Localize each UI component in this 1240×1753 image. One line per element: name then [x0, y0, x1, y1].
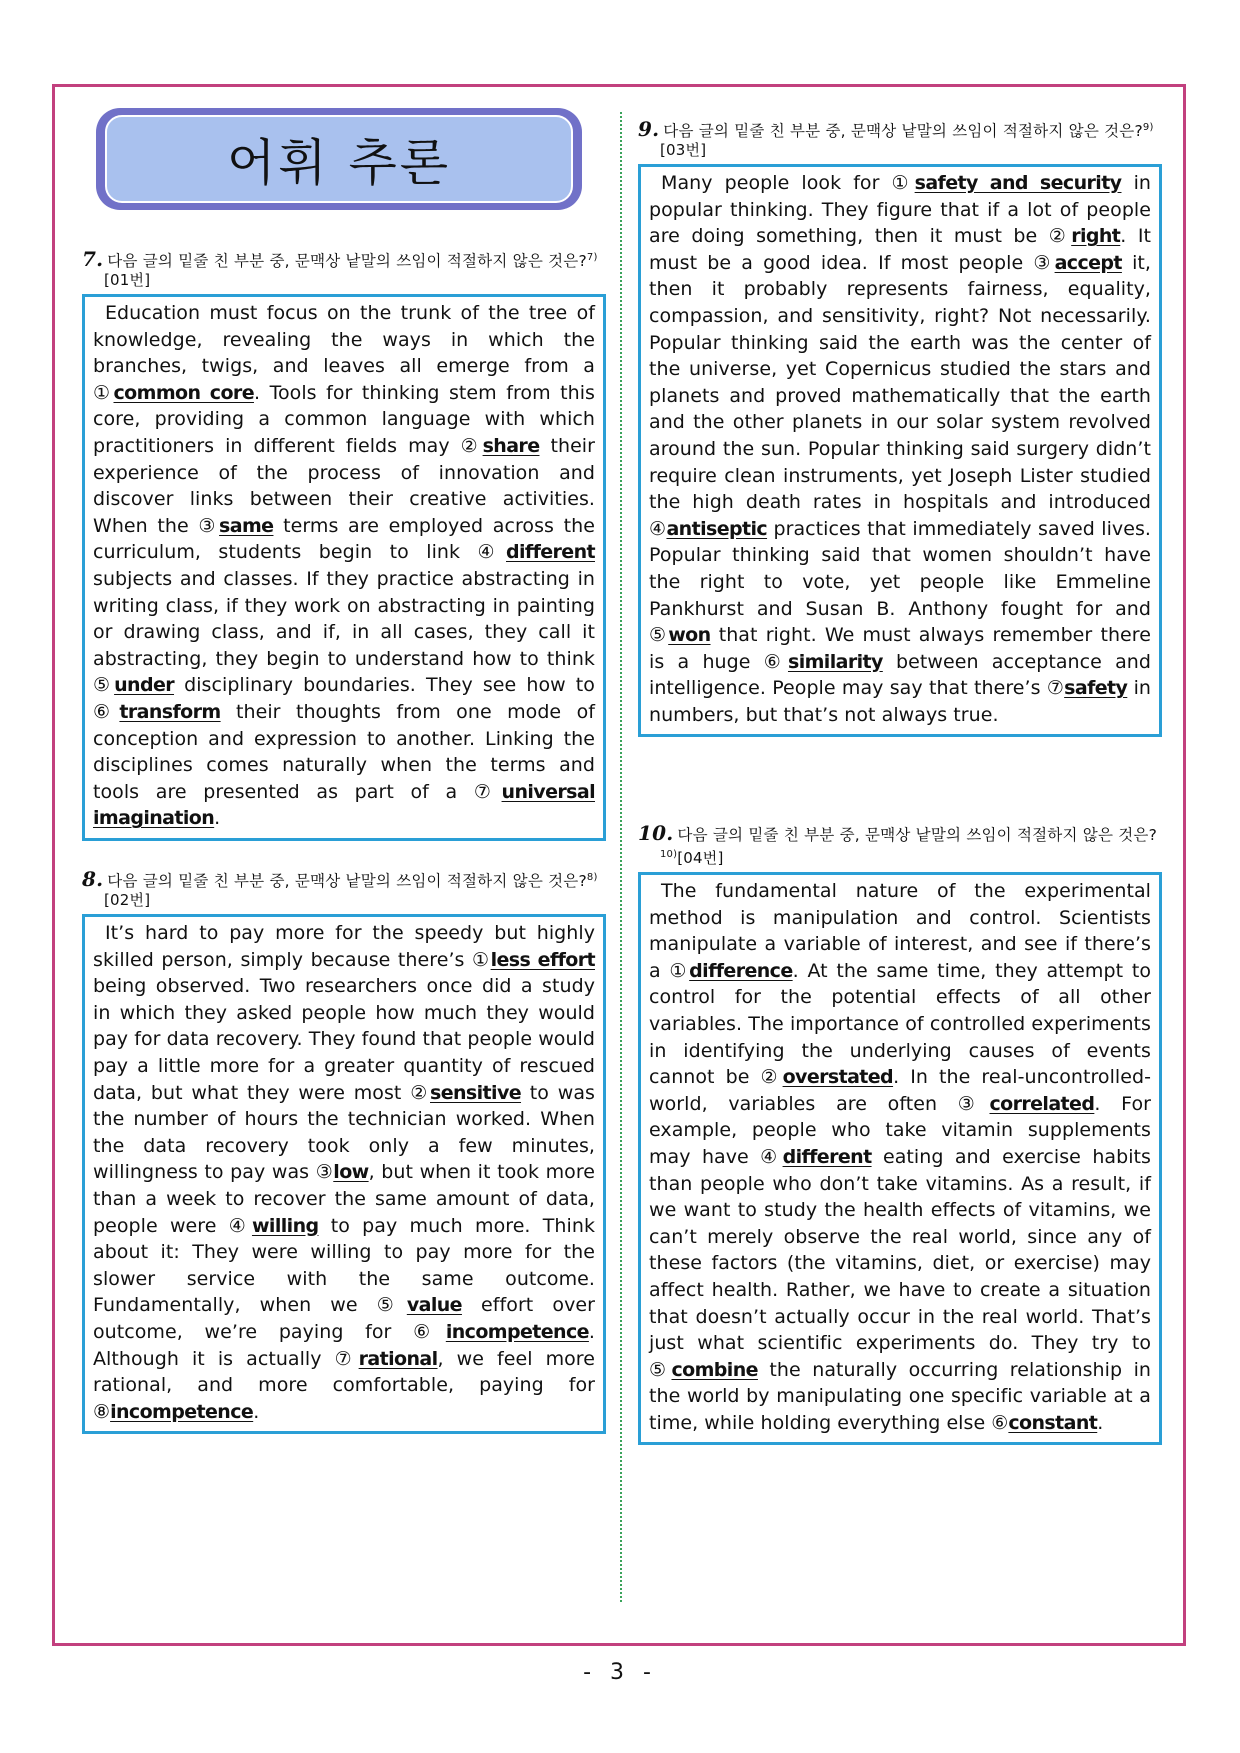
underlined-word: rational [358, 1347, 438, 1370]
passage-segment: in numbers, but that’s not always true. [649, 677, 1152, 726]
underlined-word: share [482, 434, 540, 457]
passage-segment: , but when it took more than a week to recover the same amount of data, people were ④ [93, 1161, 596, 1237]
passage-segment: , we feel more rational, and more comfortable, paying for ⑧ [93, 1347, 595, 1423]
passage-segment: the naturally occurring relationship in the world by manipulating one specific variable at a time, while holding everything else ⑥ [649, 1358, 1151, 1434]
passage-segment: eating and exercise habits than people who don’t take vitamins. As a result, if we want to study the health effects of vitamins, we can’t merely observe the real world, since any of these factors (the vitamins, diet, or exercise) may affect health. Rather, we have to create a situation that doesn’t actually occur in the real world. That’s just what scientific experiments do. They try to ⑤ [649, 1145, 1151, 1381]
question-7 [82, 248, 606, 841]
passage-text [649, 170, 1151, 728]
question-prompt: 다음 글의 밑줄 친 부분 중, 문맥상 낱말의 쓰임이 적절하지 않은 것은? [107, 872, 587, 890]
passage-segment: effort over outcome, we’re paying for ⑥ [93, 1294, 595, 1343]
underlined-word: less effort [490, 948, 595, 971]
question-footnote: 7) [586, 252, 598, 263]
passage-segment: their experience of the process of innovation and discover links between their creative activities. When the ③ [93, 434, 595, 537]
question-source: [03번] [660, 141, 707, 159]
question-header [82, 248, 606, 290]
question-source: [04번] [677, 849, 724, 867]
question-source: [01번] [104, 271, 151, 289]
question-header [638, 821, 1162, 868]
passage-segment: . In the real-uncontrolled-world, variables are often ③ [649, 1066, 1151, 1115]
underlined-word: transform [119, 700, 221, 723]
section-title: 어휘 추론 [226, 134, 452, 192]
passage-segment: Education must focus on the trunk of the tree of knowledge, revealing the ways in which the branches, twigs, and leaves all emerge from a ① [93, 302, 595, 404]
question-prompt: 다음 글의 밑줄 친 부분 중, 문맥상 낱말의 쓰임이 적절하지 않은 것은? [677, 826, 1158, 844]
question-prompt: 다음 글의 밑줄 친 부분 중, 문맥상 낱말의 쓰임이 적절하지 않은 것은? [663, 122, 1143, 140]
question-header [82, 868, 606, 910]
underlined-word: accept [1054, 251, 1122, 274]
passage-segment: It’s hard to pay more for the speedy but highly skilled person, simply because there’s ① [93, 922, 595, 971]
passage-segment: Many people look for ① [661, 172, 915, 194]
passage-segment: it, then it probably represents fairness, equality, compassion, and sensitivity, right? Not necessarily. Popular thinking said the earth was the center of the universe, yet Copernicus studied the stars and planets and proved mathematically that the earth and the other planets in our solar system revolved around the sun. Popular thinking said surgery didn’t require clean instruments, yet Joseph Lister studied the high death rates in hospitals and introduced ④ [649, 251, 1152, 540]
question-source: [02번] [104, 891, 151, 909]
underlined-word: same [219, 514, 274, 537]
underlined-word: correlated [989, 1092, 1095, 1115]
passage-text [93, 300, 595, 832]
passage-box [82, 914, 606, 1434]
page-number: - 3 - [583, 1660, 657, 1685]
passage-text [649, 878, 1151, 1436]
question-number: 8. [82, 867, 104, 891]
passage-segment: to was the number of hours the technician worked. When the data recovery took only a few minutes, willingness to pay was ③ [93, 1081, 595, 1184]
passage-segment: practices that immediately saved lives. Popular thinking said that women shouldn’t have the right to vote, yet people like Emmeline Pankhurst and Susan B. Anthony fought for and ⑤ [649, 517, 1151, 647]
underlined-word: low [333, 1161, 369, 1184]
passage-segment: . [1097, 1411, 1104, 1434]
question-footnote: 9) [1142, 122, 1154, 133]
underlined-word: sensitive [430, 1081, 522, 1104]
underlined-word: incompetence [110, 1400, 254, 1423]
passage-text [93, 920, 595, 1425]
passage-segment: terms are employed across the curriculum, students begin to link ④ [93, 514, 595, 564]
underlined-word: antiseptic [666, 517, 768, 540]
underlined-word: under [114, 674, 175, 697]
underlined-word: incompetence [445, 1320, 589, 1343]
passage-segment: being observed. Two researchers once did a study in which they asked people how much they would pay for data recovery. They found that people would pay a little more for a greater quantity of rescued data, but what they were most ② [93, 975, 595, 1104]
underlined-word: willing [251, 1214, 319, 1237]
question-number: 10. [638, 821, 674, 845]
passage-segment: their thoughts from one mode of conception and expression to another. Linking the disciplines comes naturally when the terms and tools are presented as part of a ⑦ [93, 700, 595, 803]
column-divider [620, 112, 622, 1602]
passage-segment: . [253, 1400, 260, 1423]
underlined-word: safety and security [914, 172, 1122, 194]
underlined-word: won [668, 624, 711, 647]
question-number: 7. [82, 247, 104, 271]
passage-segment: in popular thinking. They figure that if a lot of people are doing something, then it must be ② [649, 172, 1151, 248]
passage-segment: . For example, people who take vitamin supplements may have ④ [649, 1092, 1151, 1168]
passage-segment: . Although it is actually ⑦ [93, 1320, 595, 1370]
passage-segment: The fundamental nature of the experimental method is manipulation and control. Scientists manipulate a variable of interest, and see if there’s a ① [649, 880, 1151, 982]
passage-segment: . Tools for thinking stem from this core, providing a common language with which practitioners in different fields may ② [93, 381, 595, 457]
passage-segment: that right. We must always remember there is a huge ⑥ [649, 624, 1151, 673]
underlined-word: safety [1064, 677, 1128, 700]
underlined-word: right [1071, 225, 1121, 248]
underlined-word: constant [1008, 1411, 1098, 1434]
question-10 [638, 821, 1162, 1445]
passage-segment: . At the same time, they attempt to control for the potential effects of all other variables. The importance of controlled experiments in identifying the underlying causes of events cannot be ② [649, 959, 1151, 1089]
underlined-word: similarity [787, 650, 883, 673]
underlined-word: different [782, 1145, 872, 1168]
question-9 [638, 118, 1162, 737]
section-title-inner [105, 115, 573, 203]
passage-segment: between acceptance and intelligence. People may say that there’s ⑦ [649, 650, 1152, 700]
question-header [638, 118, 1162, 160]
passage-segment: . [214, 807, 221, 830]
passage-box [82, 294, 606, 841]
underlined-word: common core [113, 381, 254, 404]
passage-box [638, 164, 1162, 737]
question-footnote: 10) [660, 849, 678, 860]
underlined-word: different [506, 541, 595, 564]
question-8 [82, 868, 606, 1434]
underlined-word: overstated [782, 1066, 894, 1089]
section-title-banner [96, 108, 582, 210]
underlined-word: difference [689, 959, 793, 982]
passage-segment: . It must be a good idea. If most people ③ [649, 225, 1151, 274]
question-prompt: 다음 글의 밑줄 친 부분 중, 문맥상 낱말의 쓰임이 적절하지 않은 것은? [107, 252, 587, 270]
passage-segment: subjects and classes. If they practice abstracting in writing class, if they work on abstracting in painting or drawing class, and if, in all cases, they call it abstracting, they begin to understand how to think ⑤ [93, 567, 595, 697]
passage-segment: disciplinary boundaries. They see how to ⑥ [93, 674, 595, 723]
underlined-word: combine [671, 1358, 758, 1381]
underlined-word: universal imagination [93, 780, 595, 830]
passage-box [638, 872, 1162, 1445]
underlined-word: value [406, 1294, 462, 1317]
question-number: 9. [638, 117, 660, 141]
passage-segment: to pay much more. Think about it: They were willing to pay more for the slower service with the same outcome. Fundamentally, when we ⑤ [93, 1214, 595, 1317]
question-footnote: 8) [586, 872, 598, 883]
